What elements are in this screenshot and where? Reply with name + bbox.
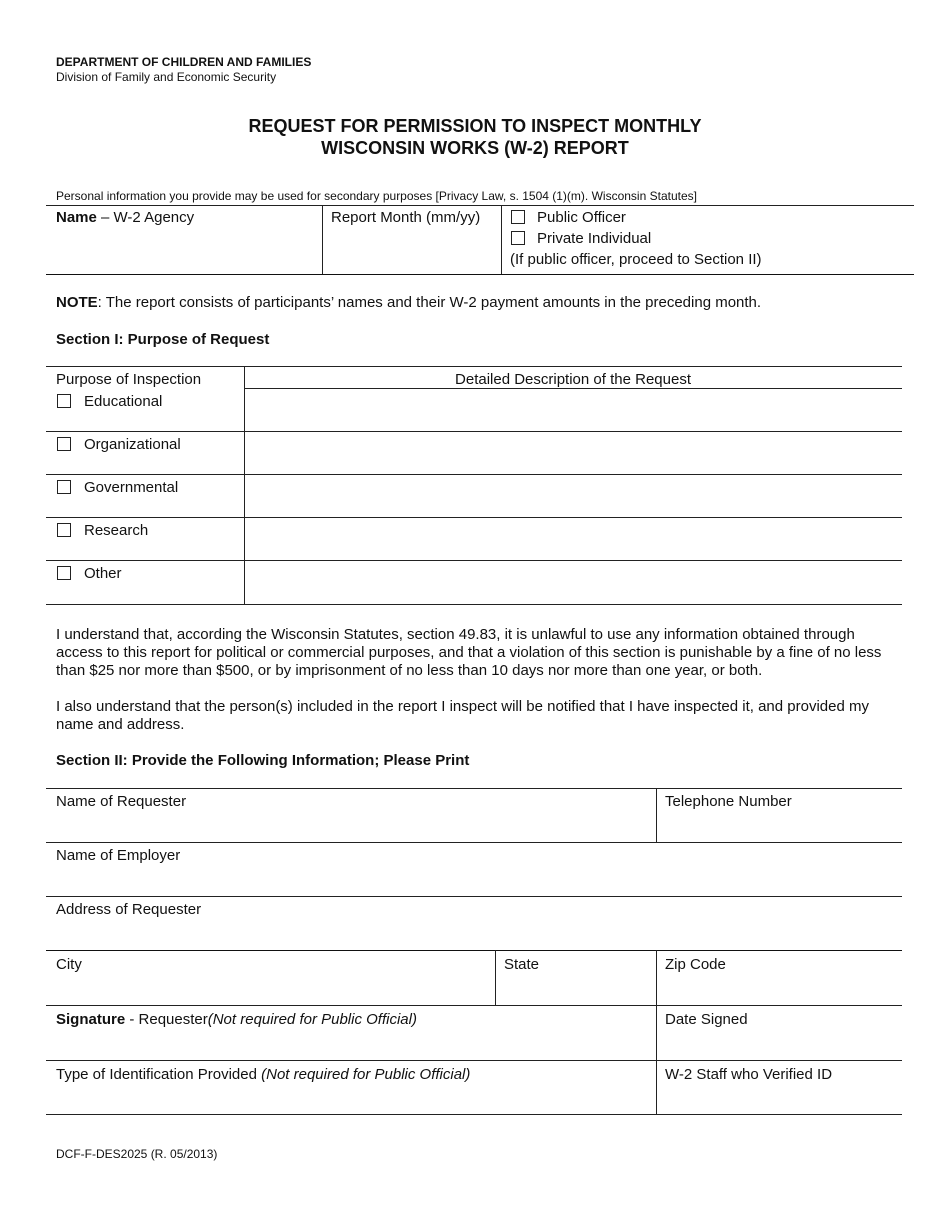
name-of-requester-label: Name of Requester: [56, 793, 187, 810]
form-title-line1: REQUEST FOR PERMISSION TO INSPECT MONTHLY: [248, 116, 702, 136]
name-of-employer-label: Name of Employer: [56, 847, 181, 864]
department-name: DEPARTMENT OF CHILDREN AND FAMILIES: [56, 55, 312, 69]
other-description-field[interactable]: [245, 561, 902, 603]
form-id: DCF-F-DES2025 (R. 05/2013): [56, 1147, 218, 1161]
city-label: City: [56, 956, 82, 973]
section2-heading: Section II: Provide the Following Information; Please Print: [56, 752, 470, 769]
governmental-label: Governmental: [84, 479, 179, 496]
educational-description-field[interactable]: [245, 389, 902, 431]
research-description-field[interactable]: [245, 518, 902, 560]
purpose-column-header: Purpose of Inspection: [56, 371, 202, 388]
public-officer-label: Public Officer: [537, 209, 626, 226]
section2-bottom-border: [46, 1114, 902, 1115]
research-label: Research: [84, 522, 149, 539]
requester-signature-field[interactable]: [46, 1006, 656, 1060]
name-of-employer-field[interactable]: [46, 843, 902, 896]
top-table-divider-2: [501, 205, 502, 274]
notification-acknowledgement: I also understand that the person(s) included in the report I inspect will be notified that I have inspected it, and provided my name and address.: [56, 698, 869, 733]
statute-acknowledgement: I understand that, according the Wisconsin Statutes, section 49.83, it is unlawful to use any information obtained through access to this report for political or commercial purposes, and that a violation of this section is punishable by a fine of no less than $25 nor more than $500, or by imprisonment of no less than 10 days nor more than one year, or both.: [56, 626, 882, 679]
section1-heading: Section I: Purpose of Request: [56, 331, 270, 348]
public-officer-checkbox[interactable]: [511, 210, 525, 224]
date-signed-field[interactable]: [657, 1006, 902, 1060]
organizational-checkbox[interactable]: [57, 437, 71, 451]
other-label: Other: [84, 565, 122, 582]
address-of-requester-label: Address of Requester: [56, 901, 202, 918]
w2-agency-name-label: Name – W-2 Agency: [56, 209, 195, 226]
privacy-notice: Personal information you provide may be used for secondary purposes [Privacy Law, s. 1504 (1)(m). Wisconsin Statutes]: [56, 189, 697, 203]
section1-table-top-border: [46, 366, 902, 367]
governmental-description-field[interactable]: [245, 475, 902, 517]
identification-type-field[interactable]: [46, 1061, 656, 1114]
address-of-requester-field[interactable]: [46, 897, 902, 950]
date-signed-label: Date Signed: [665, 1011, 748, 1028]
division-name: Division of Family and Economic Security: [56, 70, 277, 84]
report-month-field[interactable]: [322, 205, 501, 274]
report-month-label: Report Month (mm/yy): [331, 209, 481, 226]
requester-signature-label: Signature - Requester(Not required for Public Official): [56, 1011, 417, 1028]
state-field[interactable]: [496, 951, 656, 1005]
form-title-line2: WISCONSIN WORKS (W-2) REPORT: [321, 138, 629, 158]
organizational-description-field[interactable]: [245, 432, 902, 474]
verifying-staff-label: W-2 Staff who Verified ID: [665, 1066, 833, 1083]
section1-table-bottom-border: [46, 604, 902, 605]
verifying-staff-field[interactable]: [657, 1061, 902, 1114]
private-individual-label: Private Individual: [537, 230, 652, 247]
name-of-requester-field[interactable]: [46, 789, 656, 842]
governmental-checkbox[interactable]: [57, 480, 71, 494]
research-checkbox[interactable]: [57, 523, 71, 537]
educational-checkbox[interactable]: [57, 394, 71, 408]
city-field[interactable]: [46, 951, 495, 1005]
organizational-label: Organizational: [84, 436, 181, 453]
private-individual-checkbox[interactable]: [511, 231, 525, 245]
zip-code-field[interactable]: [657, 951, 902, 1005]
w2-agency-name-field[interactable]: [46, 205, 322, 274]
identification-type-label: Type of Identification Provided (Not required for Public Official): [56, 1066, 471, 1083]
description-column-header: Detailed Description of the Request: [455, 371, 691, 388]
top-table-bottom-border: [46, 274, 914, 275]
telephone-number-label: Telephone Number: [665, 793, 792, 810]
zip-code-label: Zip Code: [665, 956, 726, 973]
note-text: NOTE: The report consists of participants’ names and their W-2 payment amounts in the preceding month.: [56, 294, 762, 311]
other-checkbox[interactable]: [57, 566, 71, 580]
telephone-number-field[interactable]: [657, 789, 902, 842]
state-label: State: [504, 956, 540, 973]
public-officer-instruction: (If public officer, proceed to Section II): [510, 251, 762, 268]
educational-label: Educational: [84, 393, 163, 410]
